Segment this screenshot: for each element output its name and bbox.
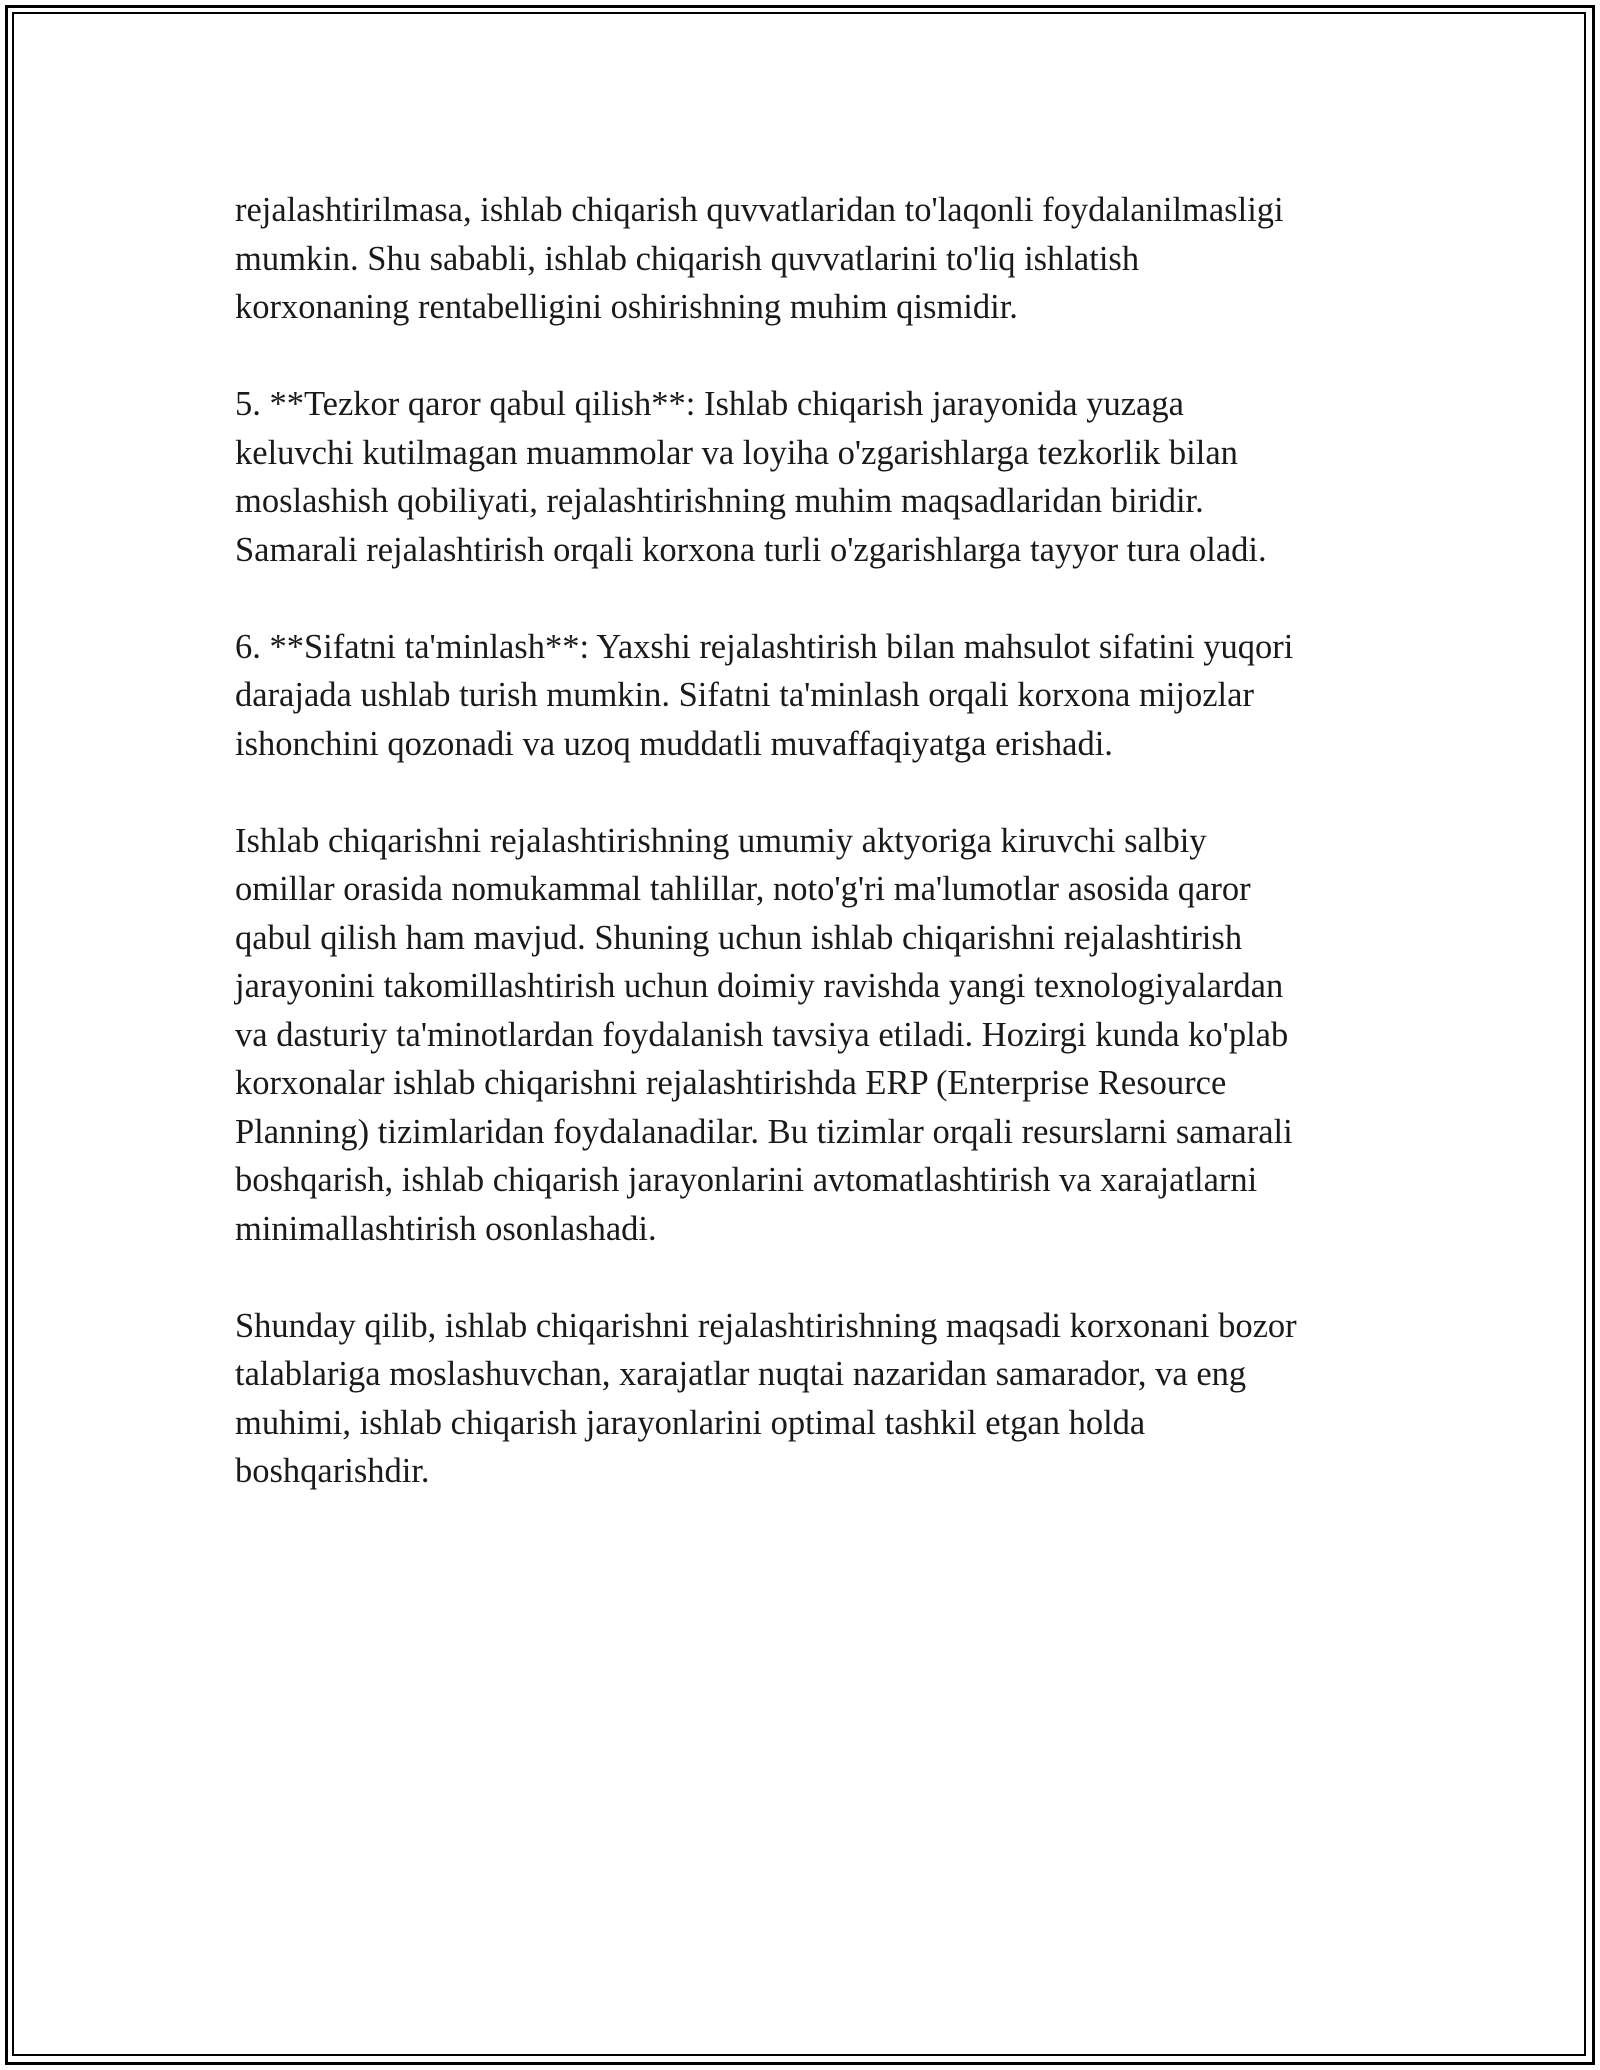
text-line: keluvchi kutilmagan muammolar va loyiha o'zgarishlarga tezkorlik bilan xyxy=(235,433,1238,472)
text-line: talablariga moslashuvchan, xarajatlar nuqtai nazaridan samarador, va eng xyxy=(235,1355,1247,1393)
text-line: Samarali rejalashtirish orqali korxona turli o'zgarishlarga tayyor tura oladi. xyxy=(235,530,1267,569)
text-line: mumkin. Shu sababli, ishlab chiqarish quvvatlarini to'liq ishlatish xyxy=(235,239,1140,278)
text-line: va dasturiy ta'minotlardan foydalanish tavsiya etiladi. Hozirgi kunda ko'plab xyxy=(235,1015,1289,1054)
paragraph-negative-factors-erp xyxy=(235,817,1385,1254)
text-line: korxonalar ishlab chiqarishni rejalashtirishda ERP (Enterprise Resource xyxy=(235,1064,1227,1102)
text-line: Planning) tizimlaridan foydalanadilar. Bu tizimlar orqali resurslarni samarali xyxy=(235,1112,1293,1151)
text-line: qabul qilish ham mavjud. Shuning uchun ishlab chiqarishni rejalashtirish xyxy=(235,918,1243,957)
document-body xyxy=(235,186,1385,1544)
text-line: 6. **Sifatni ta'minlash**: Yaxshi rejalashtirish bilan mahsulot sifatini yuqori xyxy=(235,627,1294,666)
text-line: omillar orasida nomukammal tahlillar, noto'g'ri ma'lumotlar asosida qaror xyxy=(235,870,1251,908)
text-line: moslashish qobiliyati, rejalashtirishning muhim maqsadlaridan biridir. xyxy=(235,482,1204,520)
text-line: Ishlab chiqarishni rejalashtirishning umumiy aktyoriga kiruvchi salbiy xyxy=(235,821,1207,860)
text-line: ishonchini qozonadi va uzoq muddatli muvaffaqiyatga erishadi. xyxy=(235,724,1113,763)
text-line: korxonaning rentabelligini oshirishning muhim qismidir. xyxy=(235,288,1018,326)
paragraph-item-6-quality-assurance xyxy=(235,623,1385,769)
text-line: rejalashtirilmasa, ishlab chiqarish quvvatlaridan to'laqonli foydalanilmasligi xyxy=(235,191,1284,229)
text-line: muhimi, ishlab chiqarish jarayonlarini optimal tashkil etgan holda xyxy=(235,1403,1146,1442)
text-line: boshqarishdir. xyxy=(235,1452,430,1490)
text-line: jarayonini takomillashtirish uchun doimiy ravishda yangi texnologiyalardan xyxy=(235,967,1284,1005)
paragraph-item-5-quick-decisions xyxy=(235,380,1385,574)
text-line: minimallashtirish osonlashadi. xyxy=(235,1209,657,1248)
text-line: Shunday qilib, ishlab chiqarishni rejalashtirishning maqsadi korxonani bozor xyxy=(235,1306,1297,1345)
paragraph-conclusion xyxy=(235,1302,1385,1496)
text-line: darajada ushlab turish mumkin. Sifatni ta'minlash orqali korxona mijozlar xyxy=(235,676,1254,714)
text-line: boshqarish, ishlab chiqarish jarayonlarini avtomatlashtirish va xarajatlarni xyxy=(235,1161,1258,1199)
text-line: 5. **Tezkor qaror qabul qilish**: Ishlab chiqarish jarayonida yuzaga xyxy=(235,385,1184,423)
paragraph-capacity-usage xyxy=(235,186,1385,332)
